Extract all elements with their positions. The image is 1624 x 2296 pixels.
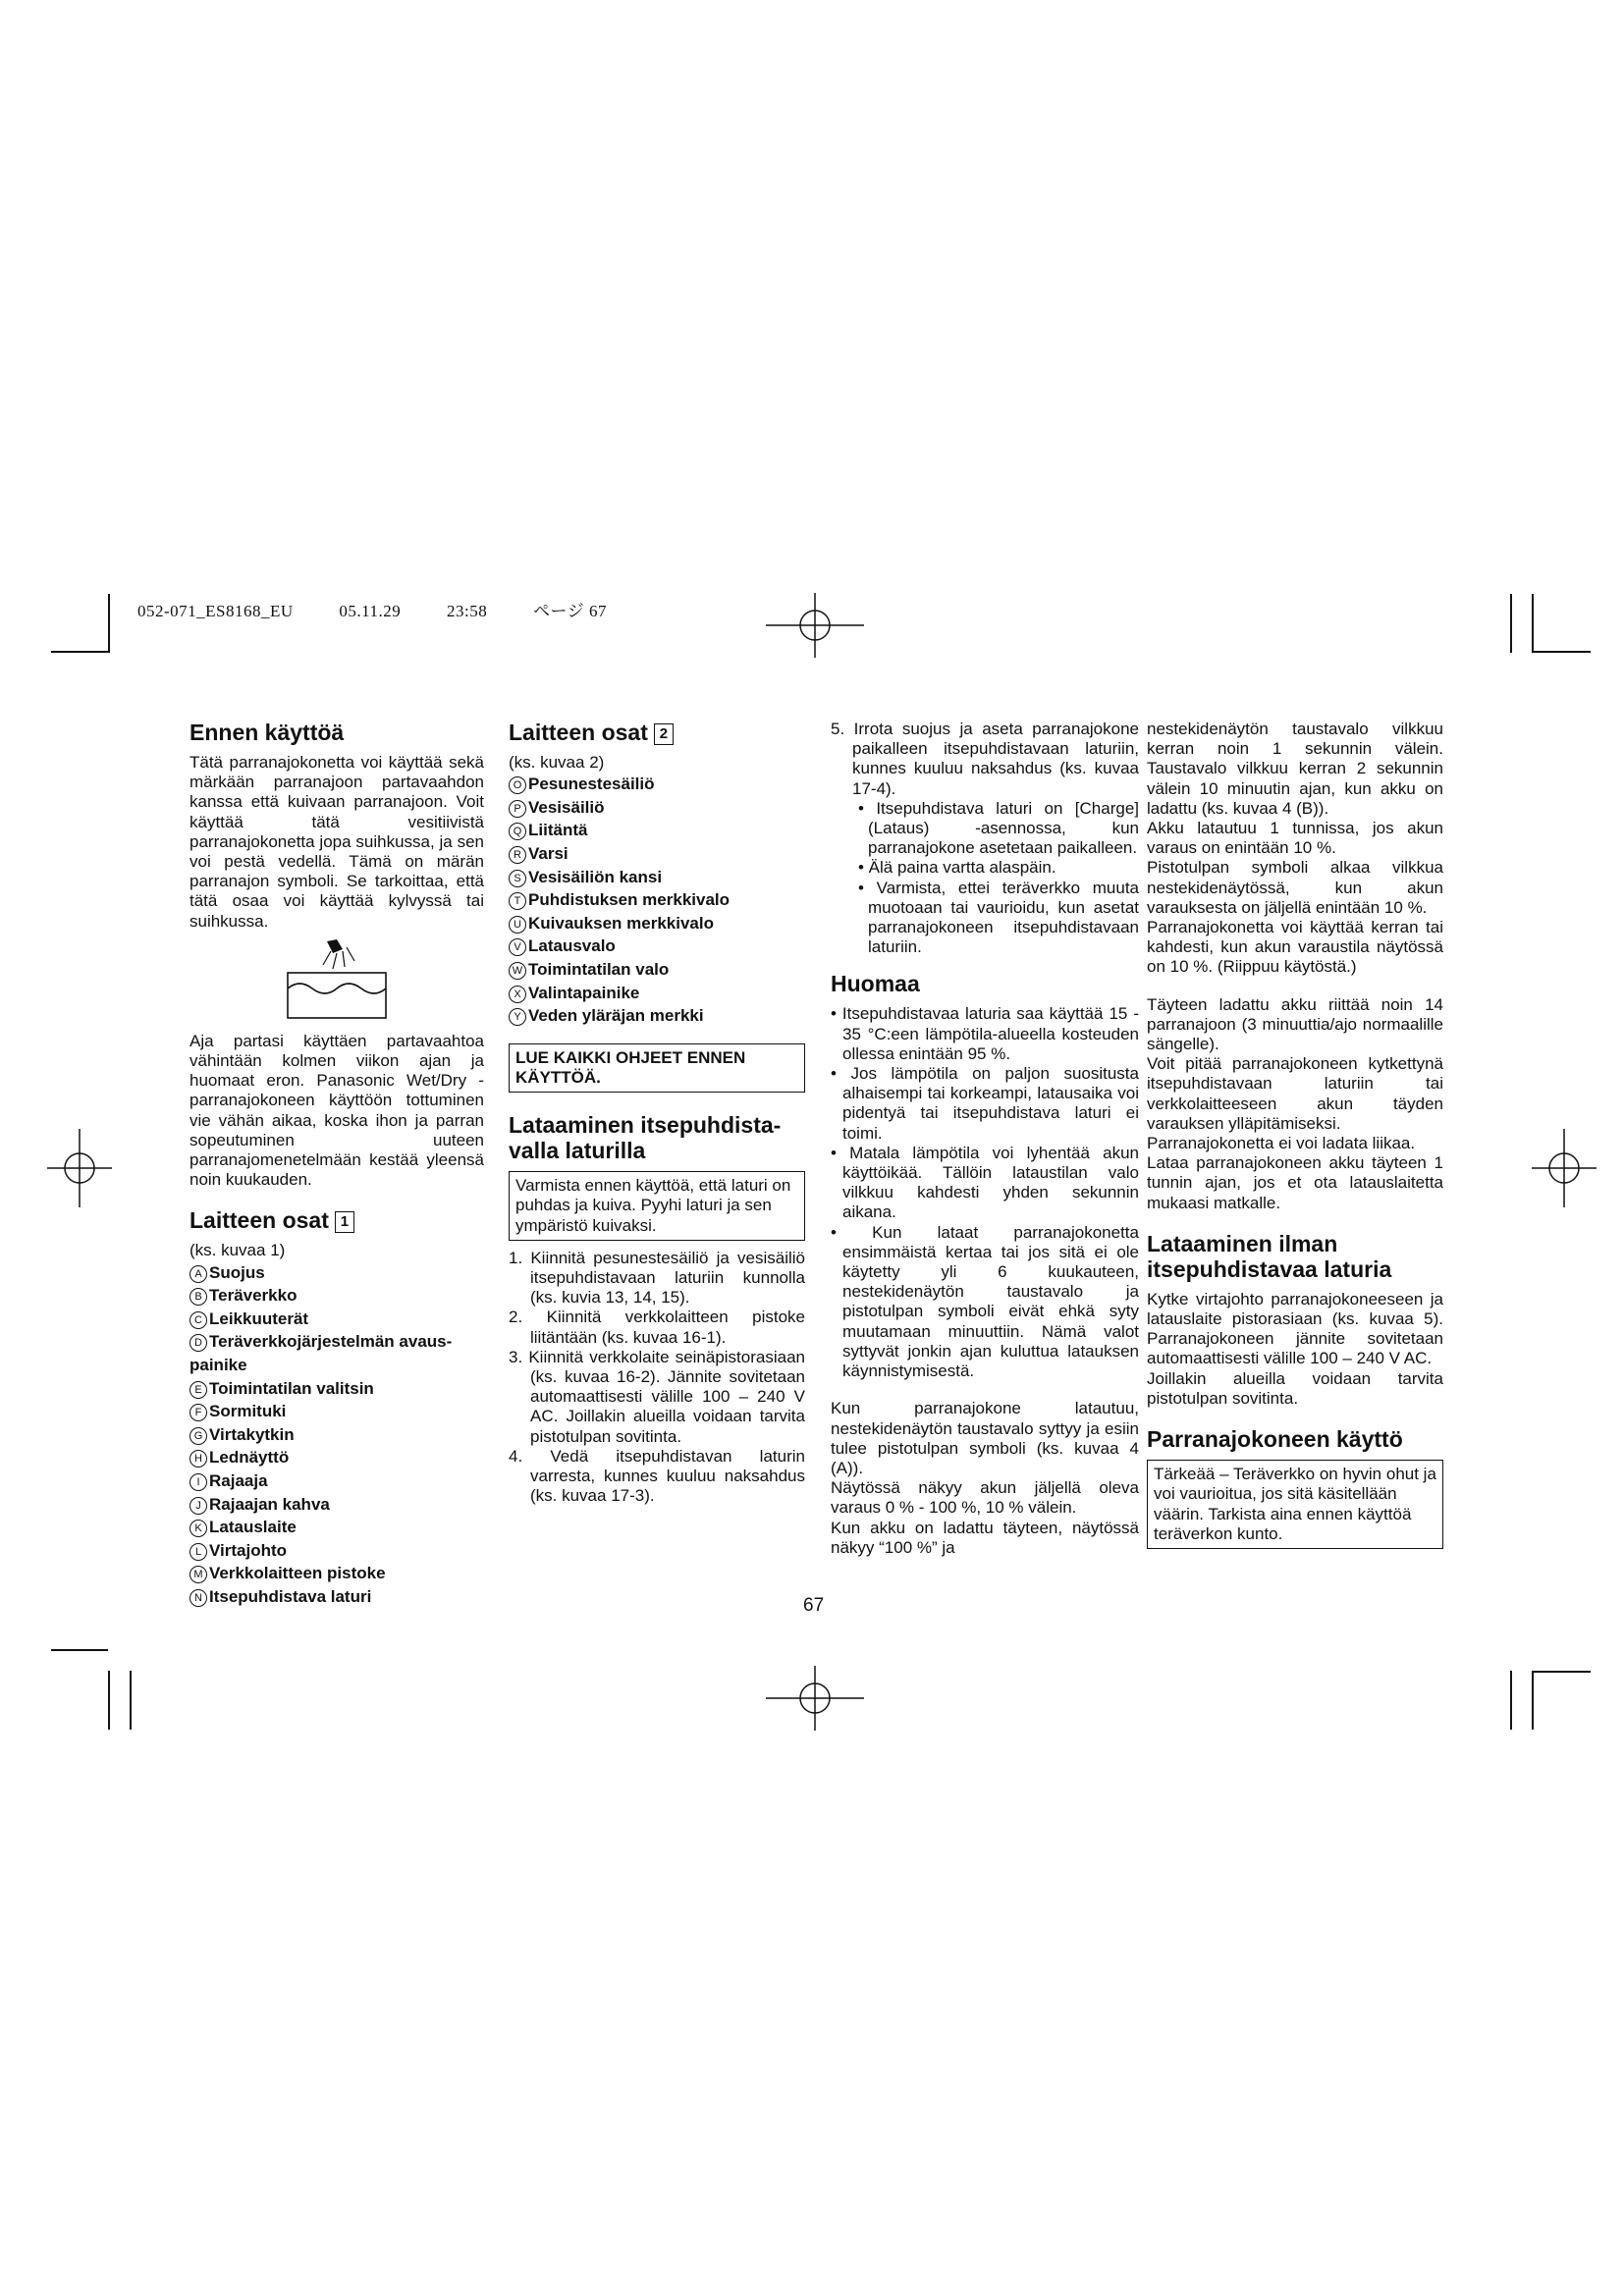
section-title: Laitteen osat 1 [189,1207,484,1233]
part-letter-icon: G [189,1427,207,1445]
parts-list [509,773,805,1028]
paragraph: Aja partasi käyttäen partavaahtoa vähintään kolmen viikon ajan ja huomaat eron. Panasonic Wet/Dry -parranajokoneen käyttöön tottuminen vie vähän aikaa, koska ihon ja parran sopeutuminen uuteen parranajomenetelmään kestää yleensä noin kuukauden. [189,1031,484,1190]
section-title: Laitteen osat 2 [509,720,805,745]
registration-mark [1532,1129,1597,1207]
part-label: Virtajohto [209,1540,288,1560]
column-3 [831,720,1139,1558]
part-item [189,1469,484,1493]
part-label: Verkkolaitteen pistoke [209,1564,386,1583]
paragraph: Kytke virtajohto parranajokoneeseen ja latauslaite pistorasiaan (ks. kuvaa 5). Parranajokoneen jännite sovitetaan automaattisesti välille 100 – 240 V AC. [1147,1289,1443,1368]
crop-mark [1510,594,1512,653]
paragraph: Näytössä näkyy akun jäljellä oleva varaus 0 % - 100 %, 10 % välein. [831,1478,1139,1518]
part-label: Leikkuuterät [209,1308,309,1328]
part-letter-icon: W [509,962,526,980]
part-item [189,1400,484,1423]
part-label: Rajaajan kahva [209,1494,330,1514]
part-label: Itsepuhdistava laturi [209,1586,372,1606]
part-label: Veden yläräjan merkki [528,1006,704,1026]
print-header [137,597,648,621]
section-title: Huomaa [831,971,920,997]
part-label: Vesisäiliö [528,797,605,817]
paragraph: Parranajokonetta voi käyttää kerran tai kahdesti, kun akun varaustila näytössä on 10 %. (Riippuu käytöstä.) [1147,918,1443,977]
paragraph: Akku latautuu 1 tunnissa, jos akun varaus on enintään 10 %. [1147,819,1443,858]
part-letter-icon: F [189,1404,207,1421]
part-label: Valintapainike [528,983,640,1002]
part-item [189,1377,484,1401]
figure-reference: (ks. kuvaa 2) [509,753,605,772]
part-label: Virtakytkin [209,1424,295,1444]
part-letter-icon: B [189,1288,207,1306]
parts-list [189,1261,484,1609]
part-label: Toimintatilan valo [528,959,670,979]
part-label: Puhdistuksen merkkivalo [528,890,731,910]
steps-list [831,720,1139,799]
part-label: Suojus [209,1262,265,1282]
part-item [189,1516,484,1539]
crop-mark [108,1671,110,1730]
part-item [189,1284,484,1308]
part-letter-icon: L [189,1543,207,1561]
part-item [509,982,805,1005]
part-label: Latausvalo [528,936,616,956]
part-item [509,934,805,958]
note-item: • Kun lataat parranajokonetta ensimmäistä kertaa tai jos sitä ei ole käytetty yli 6 kuukauteen, nestekidenäytön taustavalo ja pistotulpan symboli eivät ehkä syty muutamaan minuuttiin. Nämä valot syttyvät jonkin ajan kuluttua latauksen käynnistymisestä. [831,1222,1139,1381]
note-item: • Matala lämpötila voi lyhentää akun käyttöikää. Tällöin lataustilan valo vilkkuu kahdesti yhden sekunnin aikana. [831,1143,1139,1222]
note-item: • Itsepuhdistavaa laturia saa käyttää 15 - 35 °C:een lämpötila-alueella kosteuden ollessa enintään 95 %. [831,1004,1139,1063]
part-item [189,1308,484,1331]
crop-mark [1532,594,1534,653]
part-letter-icon: S [509,870,526,887]
part-label: Teräverkkojärjestelmän avaus-painike [189,1332,453,1375]
crop-mark [51,1649,108,1651]
header-date: 05.11.29 [339,602,402,620]
column-4 [1147,720,1443,1557]
part-label: Toimintatilan valitsin [209,1378,374,1398]
sub-note: • Varmista, ettei teräverkko muuta muotoaan tai vaurioidu, kun asetat parranajokoneen itsepuhdistavaan laturiin. [858,878,1139,957]
section-title: Lataaminen ilman itsepuhdistavaa laturia [1147,1230,1392,1282]
paragraph: Lataa parranajokoneen akku täyteen 1 tunnin ajan, jos et ota latauslaitetta mukaasi matkalle. [1147,1153,1443,1212]
part-letter-icon: E [189,1381,207,1399]
step-item: 5. Irrota suojus ja aseta parranajokone paikalleen itsepuhdistavaan laturiin, kunnes kuuluu naksahdus (ks. kuvaa 17-4). [831,720,1139,798]
registration-mark [766,593,864,658]
part-item [189,1446,484,1469]
part-letter-icon: Y [509,1008,526,1026]
part-item [189,1539,484,1563]
part-item [509,888,805,912]
paragraph: Täyteen ladattu akku riittää noin 14 parranajoon (3 minuuttia/ajo normaalille sängelle). [1147,994,1443,1054]
crop-mark [1532,1671,1591,1673]
part-item [509,796,805,820]
part-letter-icon: D [189,1334,207,1352]
part-label: Teräverkko [209,1286,298,1306]
part-item [509,958,805,982]
registration-mark [47,1129,112,1207]
section-title: Parranajokoneen käyttö [1147,1426,1403,1453]
step-item: 1. Kiinnitä pesunestesäiliö ja vesisäiliö itsepuhdistavaan laturiin kunnolla (ks. kuvia 13, 14, 15). [509,1248,805,1308]
warning-box: LUE KAIKKI OHJEET ENNEN KÄYTTÖÄ. [509,1043,805,1093]
crop-mark [108,594,110,653]
crop-mark [1510,1671,1512,1730]
part-letter-icon: C [189,1311,207,1329]
part-label: Liitäntä [528,821,588,840]
figure-number: 2 [654,723,674,745]
paragraph: Tätä parranajokonetta voi käyttää sekä märkään parranajoon partavaahdon kanssa että kuivaan parranajoon. Voit käyttää tätä vesitiivistä parranajokonetta jopa suihkussa, ja sen voi pestä vedellä. Tämä on märän parranajon symboli. Se tarkoittaa, että tätä osaa voi käyttää kylvyssä tai suihkussa. [189,753,484,931]
crop-mark [1532,651,1591,653]
notes-list [831,1004,1139,1381]
crop-mark [130,1671,132,1730]
part-item [509,1004,805,1028]
part-letter-icon: P [509,800,526,818]
paragraph: Pistotulpan symboli alkaa vilkkua nestekidenäytössä, kun akun varauksesta on jäljellä enintään 10 %. [1147,858,1443,917]
part-letter-icon: R [509,846,526,864]
part-letter-icon: H [189,1450,207,1468]
page-number: 67 [803,1595,825,1616]
part-letter-icon: U [509,916,526,934]
paragraph: Joillakin alueilla voidaan tarvita pistotulpan sovitinta. [1147,1368,1443,1408]
part-label: Vesisäiliön kansi [528,867,663,886]
crop-mark [51,651,108,653]
part-letter-icon: K [189,1520,207,1537]
part-letter-icon: X [509,986,526,1003]
part-letter-icon: T [509,892,526,910]
part-item [509,842,805,866]
step-item: 2. Kiinnitä verkkolaitteen pistoke liitäntään (ks. kuvaa 16-1). [509,1308,805,1347]
part-item [189,1493,484,1517]
step-item: 3. Kiinnitä verkkolaite seinäpistorasiaan (ks. kuvaa 16-2). Jännite sovitetaan automaattisesti välille 100 – 240 V AC. Joillakin alueilla voidaan tarvita pistotulpan sovitinta. [509,1347,805,1446]
sub-note: • Älä paina vartta alaspäin. [858,858,1056,878]
part-item [189,1423,484,1447]
part-item [189,1562,484,1585]
header-page-label: ページ 67 [533,602,607,620]
paragraph: Kun parranajokone latautuu, nestekidenäytön taustavalo syttyy ja esiin tulee pistotulpan symboli (ks. kuvaa 4 (A)). [831,1399,1139,1477]
part-item [509,773,805,796]
sub-notes [831,799,1139,958]
section-title: Ennen käyttöä [189,720,345,745]
crop-mark [1532,1671,1534,1730]
part-label: Sormituki [209,1402,287,1421]
registration-mark [766,1666,864,1731]
part-item [189,1330,484,1376]
note-item: • Jos lämpötila on paljon suositusta alhaisempi tai korkeampi, latausaika voi pidentyä tai itsepuhdistava laturi ei toimi. [831,1064,1139,1143]
section-title: Lataaminen itsepuhdista-valla laturilla [509,1112,782,1164]
notice-box: Varmista ennen käyttöä, että laturi on puhdas ja kuiva. Pyyhi laturi ja sen ympäristö kuivaksi. [509,1171,805,1241]
part-label: Varsi [528,843,568,863]
sub-note: • Itsepuhdistava laturi on [Charge] (Lataus) -asennossa, kun parranajokone asetetaan paikalleen. [858,798,1139,858]
header-file: 052-071_ES8168_EU [137,602,294,620]
part-label: Kuivauksen merkkivalo [528,913,714,933]
figure-number: 1 [335,1211,354,1233]
part-item [189,1585,484,1609]
important-box: Tärkeää – Teräverkko on hyvin ohut ja voi vaurioitua, jos sitä käsitellään väärin. Tarkista aina ennen käyttöä teräverkon kunto. [1147,1460,1443,1549]
part-label: Rajaaja [209,1471,268,1490]
part-label: Lednäyttö [209,1448,290,1468]
figure-reference: (ks. kuvaa 1) [189,1241,286,1260]
part-letter-icon: N [189,1589,207,1607]
part-letter-icon: J [189,1497,207,1515]
wet-shave-symbol-icon [189,937,484,1026]
steps-list [509,1249,805,1507]
column-2 [509,720,805,1506]
part-letter-icon: M [189,1566,207,1583]
part-item [509,819,805,842]
part-item [509,866,805,889]
paragraph: Voit pitää parranajokoneen kytkettynä itsepuhdistavaan laturiin tai verkkolaitteeseen akun täyden varauksen ylläpitämiseksi. [1147,1054,1443,1133]
paragraph: Parranajokonetta ei voi ladata liikaa. [1147,1134,1416,1153]
part-letter-icon: O [509,776,526,794]
part-item [189,1261,484,1285]
paragraph: Kun akku on ladattu täyteen, näytössä näkyy “100 %” ja [831,1518,1139,1557]
part-letter-icon: I [189,1473,207,1491]
part-letter-icon: V [509,938,526,956]
part-label: Pesunestesäiliö [528,774,655,794]
part-item [509,912,805,935]
part-letter-icon: Q [509,823,526,840]
paragraph: nestekidenäytön taustavalo vilkkuu kerran noin 1 sekunnin välein. Taustavalo vilkkuu kerran 2 sekunnin välein 10 minuutin ajan, kun akku on ladattu (ks. kuvaa 4 (B)). [1147,720,1443,818]
column-1 [189,720,484,1609]
header-time: 23:58 [447,602,488,620]
part-label: Latauslaite [209,1518,297,1537]
step-item: 4. Vedä itsepuhdistavan laturin varresta, kunnes kuuluu naksahdus (ks. kuvaa 17-3). [509,1446,805,1506]
part-letter-icon: A [189,1265,207,1283]
